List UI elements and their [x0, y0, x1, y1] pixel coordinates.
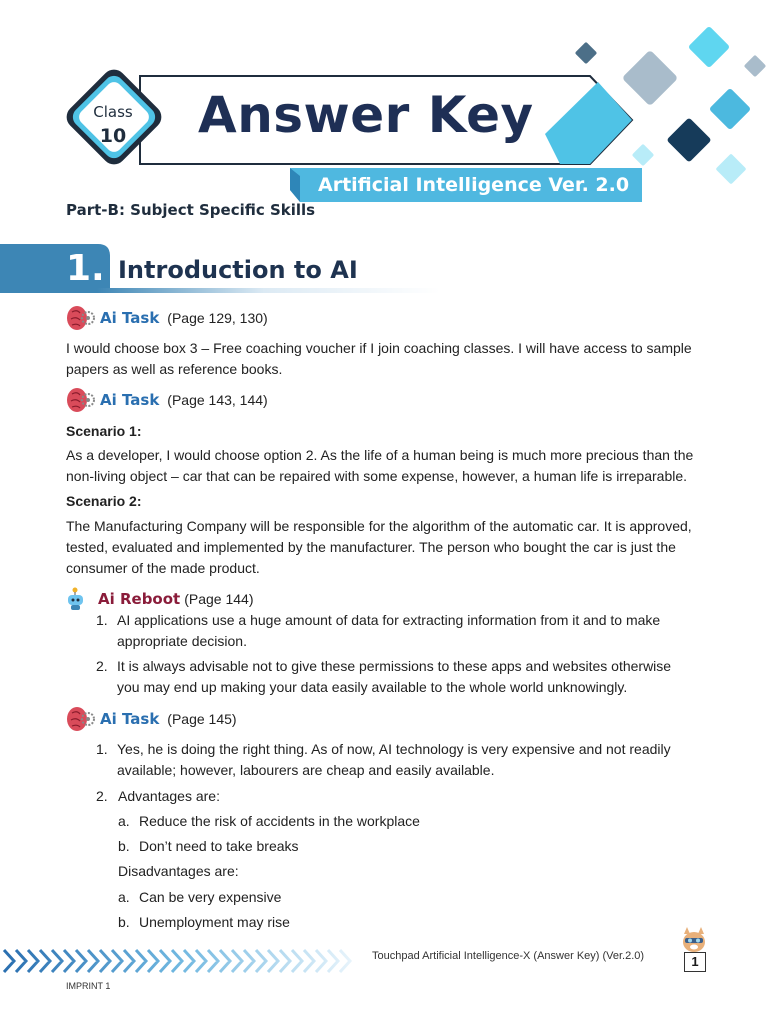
disadvantages-heading: Disadvantages are: [118, 863, 239, 879]
list-item [118, 887, 678, 908]
ai-task-label [66, 386, 268, 414]
list-item [96, 656, 716, 698]
mascot-icon [678, 926, 710, 954]
list-item [96, 610, 716, 652]
scenario2-heading: Scenario 2: [66, 493, 142, 509]
footer-book-title: Touchpad Artificial Intelligence-X (Answer Key) (Ver.2.0) [372, 950, 645, 962]
page-reference: (Page 129, 130) [167, 310, 268, 326]
scenario2-text: The Manufacturing Company will be responsible for the algorithm of the automatic car. It is approved, tested, evaluated and implemented by the manufacturer. The person who bought the car is just the consumer of the made product. [66, 518, 692, 576]
list-text: Reduce the risk of accidents in the workplace [139, 813, 420, 829]
list-letter: a. [118, 813, 130, 829]
ai-reboot-title: Ai Reboot [98, 590, 181, 608]
ai-reboot-label [66, 585, 254, 613]
list-text: appropriate decision. [117, 633, 247, 649]
list-text: Yes, he is doing the right thing. As of now, AI technology is very expensive and not readily [117, 741, 671, 757]
list-text: Can be very expensive [139, 889, 282, 905]
page-reference: (Page 144) [184, 591, 254, 607]
page-number: 1 [684, 952, 706, 972]
list-item [96, 786, 716, 807]
list-text: you may end up making your data easily available to the whole world unknowingly. [117, 679, 628, 695]
list-text: It is always advisable not to give these permissions to these apps and websites otherwise [117, 658, 672, 674]
list-item [96, 739, 716, 781]
chapter-title: Introduction to AI [118, 256, 358, 284]
brain-gear-icon [66, 386, 96, 414]
scenario1-text: As a developer, I would choose option 2. As the life of a human being is much more precious than the non-living object – car that can be repaired with some expense, however, a human life is irreparable. [66, 447, 694, 484]
class-number: 10 [99, 125, 127, 147]
robot-icon [66, 586, 92, 612]
list-text: Don’t need to take breaks [139, 838, 299, 854]
list-item [118, 836, 678, 857]
list-number: 2. [96, 788, 108, 804]
imprint-label: IMPRINT 1 [66, 981, 111, 991]
scenario1-heading: Scenario 1: [66, 423, 142, 439]
list-number: 2. [96, 658, 108, 674]
list-text: Advantages are: [118, 788, 220, 804]
ai-task-label [66, 304, 268, 332]
list-text: AI applications use a huge amount of data for extracting information from it and to make [117, 612, 661, 628]
brain-gear-icon [66, 705, 96, 733]
list-number: 1. [96, 612, 108, 628]
list-letter: a. [118, 889, 130, 905]
page-reference: (Page 143, 144) [167, 392, 268, 408]
brain-gear-icon [66, 304, 96, 332]
ai-task-title: Ai Task [100, 391, 160, 409]
ai-task-title: Ai Task [100, 710, 160, 728]
list-letter: b. [118, 838, 130, 854]
chapter-number: 1. [66, 248, 105, 289]
ai-task-label [66, 705, 237, 733]
class-label: Class [93, 103, 133, 121]
list-text: available; however, labourers are cheap and easily available. [117, 762, 495, 778]
subject-ribbon-text: Artificial Intelligence Ver. 2.0 [318, 174, 630, 196]
page-reference: (Page 145) [167, 711, 237, 727]
list-letter: b. [118, 914, 130, 930]
list-number: 1. [96, 741, 108, 757]
list-item [118, 811, 678, 832]
page-title: Answer Key [198, 86, 534, 144]
part-heading: Part-B: Subject Specific Skills [66, 201, 316, 219]
list-text: Unemployment may rise [139, 914, 290, 930]
ai-task-title: Ai Task [100, 309, 160, 327]
task1-answer: I would choose box 3 – Free coaching voucher if I join coaching classes. I will have access to sample papers as well as reference books. [66, 340, 692, 377]
footer-chevron-strip [0, 946, 360, 976]
list-item [118, 912, 678, 933]
